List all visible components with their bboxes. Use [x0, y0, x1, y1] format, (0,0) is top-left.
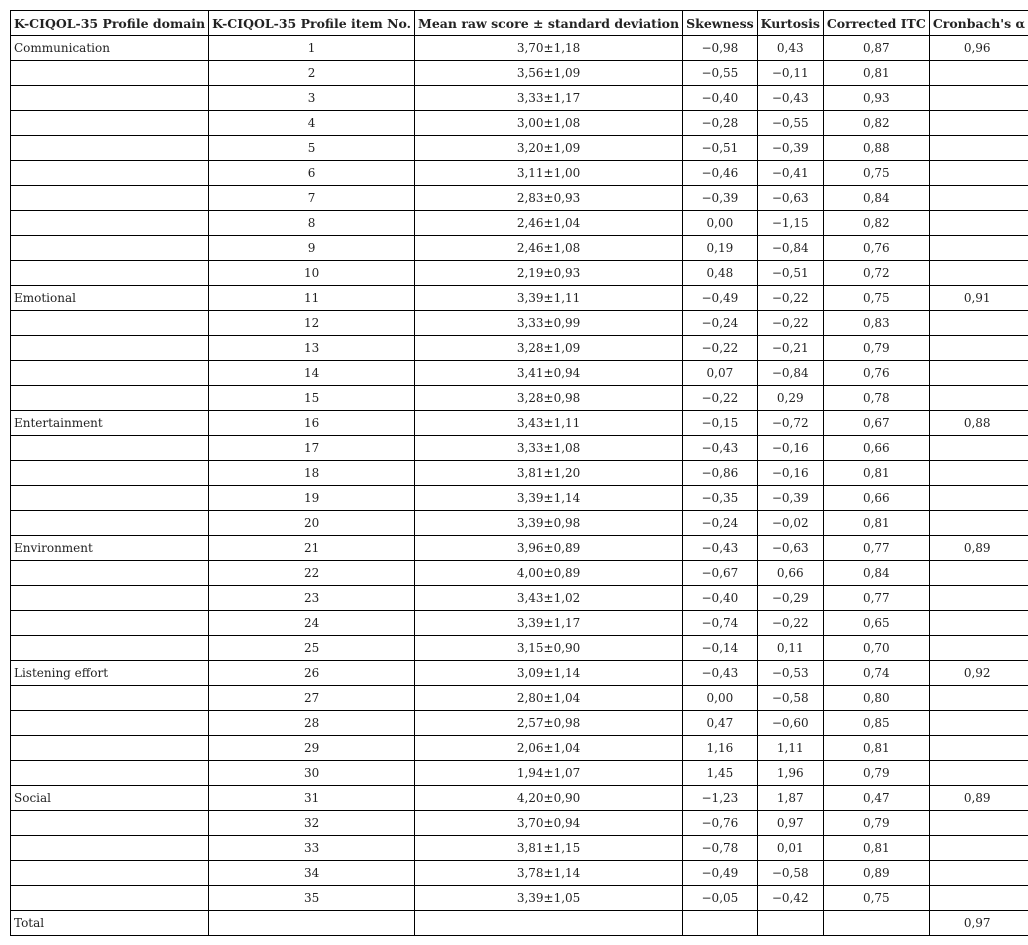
cronbach-alpha-cell: 0,96	[929, 36, 1028, 61]
table-row	[11, 361, 1028, 386]
table-row	[11, 736, 1028, 761]
corrected-itc-cell: 0,81	[823, 836, 929, 861]
kurtosis-cell: −0,63	[757, 536, 823, 561]
table-row	[11, 486, 1028, 511]
table-row	[11, 461, 1028, 486]
table-row	[11, 661, 1028, 686]
skewness-cell: 0,00	[683, 686, 758, 711]
corrected-itc-cell: 0,82	[823, 211, 929, 236]
domain-cell	[11, 336, 209, 361]
kurtosis-cell: −0,21	[757, 336, 823, 361]
skewness-cell: −0,46	[683, 161, 758, 186]
mean-sd-cell: 3,33±1,17	[415, 86, 683, 111]
cronbach-alpha-cell	[929, 261, 1028, 286]
mean-sd-cell: 2,19±0,93	[415, 261, 683, 286]
domain-cell	[11, 461, 209, 486]
corrected-itc-cell: 0,70	[823, 636, 929, 661]
mean-sd-cell: 3,81±1,15	[415, 836, 683, 861]
skewness-cell: −0,49	[683, 286, 758, 311]
domain-cell: Listening effort	[11, 661, 209, 686]
skewness-cell: −0,55	[683, 61, 758, 86]
table-row	[11, 211, 1028, 236]
corrected-itc-cell: 0,72	[823, 261, 929, 286]
header-corrected-itc: Corrected ITC	[823, 11, 929, 36]
item-no-cell: 13	[209, 336, 415, 361]
table-row	[11, 161, 1028, 186]
skewness-cell: −0,43	[683, 536, 758, 561]
skewness-cell: −0,51	[683, 136, 758, 161]
mean-sd-cell: 3,00±1,08	[415, 111, 683, 136]
cronbach-alpha-cell	[929, 136, 1028, 161]
corrected-itc-cell	[823, 911, 929, 936]
item-no-cell: 27	[209, 686, 415, 711]
domain-cell	[11, 611, 209, 636]
mean-sd-cell	[415, 911, 683, 936]
mean-sd-cell: 3,43±1,02	[415, 586, 683, 611]
skewness-cell: −0,22	[683, 336, 758, 361]
cronbach-alpha-cell	[929, 386, 1028, 411]
cronbach-alpha-cell	[929, 586, 1028, 611]
table-row	[11, 336, 1028, 361]
item-no-cell: 11	[209, 286, 415, 311]
table-body	[11, 36, 1028, 936]
item-no-cell: 26	[209, 661, 415, 686]
item-no-cell: 32	[209, 811, 415, 836]
item-no-cell: 28	[209, 711, 415, 736]
mean-sd-cell: 2,80±1,04	[415, 686, 683, 711]
skewness-cell: −0,67	[683, 561, 758, 586]
mean-sd-cell: 3,43±1,11	[415, 411, 683, 436]
mean-sd-cell: 3,70±1,18	[415, 36, 683, 61]
skewness-cell: −0,24	[683, 311, 758, 336]
kurtosis-cell: −0,41	[757, 161, 823, 186]
item-no-cell: 4	[209, 111, 415, 136]
table-row	[11, 186, 1028, 211]
corrected-itc-cell: 0,75	[823, 286, 929, 311]
skewness-cell: −0,98	[683, 36, 758, 61]
corrected-itc-cell: 0,75	[823, 886, 929, 911]
item-no-cell: 20	[209, 511, 415, 536]
kurtosis-cell: −0,60	[757, 711, 823, 736]
cronbach-alpha-cell	[929, 211, 1028, 236]
item-no-cell: 17	[209, 436, 415, 461]
item-no-cell: 22	[209, 561, 415, 586]
kurtosis-cell: 0,66	[757, 561, 823, 586]
table-row	[11, 586, 1028, 611]
header-row	[11, 11, 1028, 36]
corrected-itc-cell: 0,84	[823, 561, 929, 586]
header-cronbach-alpha: Cronbach's α	[929, 11, 1028, 36]
cronbach-alpha-cell	[929, 86, 1028, 111]
item-no-cell: 31	[209, 786, 415, 811]
cronbach-alpha-cell	[929, 811, 1028, 836]
mean-sd-cell: 2,46±1,04	[415, 211, 683, 236]
skewness-cell: −0,28	[683, 111, 758, 136]
skewness-cell: −0,43	[683, 436, 758, 461]
skewness-cell: 1,16	[683, 736, 758, 761]
domain-cell: Total	[11, 911, 209, 936]
corrected-itc-cell: 0,84	[823, 186, 929, 211]
skewness-cell: −0,78	[683, 836, 758, 861]
kurtosis-cell: −0,58	[757, 861, 823, 886]
corrected-itc-cell: 0,66	[823, 436, 929, 461]
kurtosis-cell: −0,22	[757, 311, 823, 336]
domain-cell	[11, 136, 209, 161]
header-skewness: Skewness	[683, 11, 758, 36]
skewness-cell: 1,45	[683, 761, 758, 786]
corrected-itc-cell: 0,81	[823, 61, 929, 86]
table-row	[11, 561, 1028, 586]
skewness-cell: −0,35	[683, 486, 758, 511]
skewness-cell: −0,43	[683, 661, 758, 686]
corrected-itc-cell: 0,93	[823, 86, 929, 111]
kurtosis-cell: −0,16	[757, 461, 823, 486]
mean-sd-cell: 3,39±1,17	[415, 611, 683, 636]
table-row	[11, 436, 1028, 461]
cronbach-alpha-cell	[929, 436, 1028, 461]
table-row	[11, 536, 1028, 561]
domain-cell	[11, 636, 209, 661]
mean-sd-cell: 4,00±0,89	[415, 561, 683, 586]
corrected-itc-cell: 0,74	[823, 661, 929, 686]
domain-cell: Emotional	[11, 286, 209, 311]
cronbach-alpha-cell: 0,89	[929, 536, 1028, 561]
domain-cell	[11, 311, 209, 336]
mean-sd-cell: 2,46±1,08	[415, 236, 683, 261]
item-no-cell: 1	[209, 36, 415, 61]
domain-cell	[11, 111, 209, 136]
cronbach-alpha-cell	[929, 686, 1028, 711]
header-mean-sd: Mean raw score ± standard deviation	[415, 11, 683, 36]
domain-cell	[11, 361, 209, 386]
kurtosis-cell: −0,63	[757, 186, 823, 211]
kurtosis-cell: 0,01	[757, 836, 823, 861]
corrected-itc-cell: 0,76	[823, 361, 929, 386]
kurtosis-cell: −0,53	[757, 661, 823, 686]
domain-cell	[11, 61, 209, 86]
cronbach-alpha-cell	[929, 111, 1028, 136]
mean-sd-cell: 3,20±1,09	[415, 136, 683, 161]
domain-cell	[11, 886, 209, 911]
kurtosis-cell: −0,11	[757, 61, 823, 86]
item-no-cell: 34	[209, 861, 415, 886]
table-row	[11, 136, 1028, 161]
cronbach-alpha-cell	[929, 611, 1028, 636]
mean-sd-cell: 2,57±0,98	[415, 711, 683, 736]
mean-sd-cell: 3,39±1,05	[415, 886, 683, 911]
kurtosis-cell: −1,15	[757, 211, 823, 236]
item-no-cell: 18	[209, 461, 415, 486]
mean-sd-cell: 3,33±1,08	[415, 436, 683, 461]
mean-sd-cell: 4,20±0,90	[415, 786, 683, 811]
mean-sd-cell: 3,15±0,90	[415, 636, 683, 661]
kurtosis-cell: −0,84	[757, 361, 823, 386]
skewness-cell: −0,40	[683, 86, 758, 111]
item-no-cell: 30	[209, 761, 415, 786]
kurtosis-cell: 0,11	[757, 636, 823, 661]
cronbach-alpha-cell	[929, 561, 1028, 586]
item-no-cell: 15	[209, 386, 415, 411]
domain-cell	[11, 561, 209, 586]
cronbach-alpha-cell	[929, 236, 1028, 261]
mean-sd-cell: 3,70±0,94	[415, 811, 683, 836]
kurtosis-cell: 1,11	[757, 736, 823, 761]
table-row	[11, 811, 1028, 836]
skewness-cell: 0,07	[683, 361, 758, 386]
corrected-itc-cell: 0,77	[823, 536, 929, 561]
cronbach-alpha-cell: 0,91	[929, 286, 1028, 311]
skewness-cell: −0,05	[683, 886, 758, 911]
table-row	[11, 911, 1028, 936]
corrected-itc-cell: 0,85	[823, 711, 929, 736]
item-no-cell: 9	[209, 236, 415, 261]
domain-cell	[11, 836, 209, 861]
item-no-cell: 24	[209, 611, 415, 636]
kurtosis-cell: −0,72	[757, 411, 823, 436]
skewness-cell: 0,47	[683, 711, 758, 736]
kurtosis-cell: 1,87	[757, 786, 823, 811]
kurtosis-cell: −0,43	[757, 86, 823, 111]
item-no-cell: 25	[209, 636, 415, 661]
item-no-cell: 10	[209, 261, 415, 286]
item-no-cell: 19	[209, 486, 415, 511]
mean-sd-cell: 2,83±0,93	[415, 186, 683, 211]
table-row	[11, 836, 1028, 861]
table-row	[11, 511, 1028, 536]
corrected-itc-cell: 0,47	[823, 786, 929, 811]
table-row	[11, 786, 1028, 811]
corrected-itc-cell: 0,76	[823, 236, 929, 261]
item-no-cell: 14	[209, 361, 415, 386]
corrected-itc-cell: 0,80	[823, 686, 929, 711]
domain-cell	[11, 811, 209, 836]
skewness-cell: −0,76	[683, 811, 758, 836]
cronbach-alpha-cell	[929, 761, 1028, 786]
corrected-itc-cell: 0,87	[823, 36, 929, 61]
kurtosis-cell: −0,58	[757, 686, 823, 711]
table-row	[11, 636, 1028, 661]
cronbach-alpha-cell	[929, 311, 1028, 336]
corrected-itc-cell: 0,66	[823, 486, 929, 511]
item-no-cell: 21	[209, 536, 415, 561]
cronbach-alpha-cell	[929, 861, 1028, 886]
corrected-itc-cell: 0,67	[823, 411, 929, 436]
kurtosis-cell: −0,39	[757, 136, 823, 161]
table-row	[11, 611, 1028, 636]
table-row	[11, 286, 1028, 311]
cronbach-alpha-cell	[929, 161, 1028, 186]
item-no-cell: 2	[209, 61, 415, 86]
skewness-cell: 0,48	[683, 261, 758, 286]
table-row	[11, 686, 1028, 711]
item-no-cell: 33	[209, 836, 415, 861]
cronbach-alpha-cell	[929, 886, 1028, 911]
mean-sd-cell: 3,28±1,09	[415, 336, 683, 361]
cronbach-alpha-cell	[929, 511, 1028, 536]
mean-sd-cell: 3,39±1,11	[415, 286, 683, 311]
domain-cell: Communication	[11, 36, 209, 61]
cronbach-alpha-cell: 0,89	[929, 786, 1028, 811]
item-no-cell	[209, 911, 415, 936]
skewness-cell: −0,39	[683, 186, 758, 211]
corrected-itc-cell: 0,81	[823, 511, 929, 536]
kurtosis-cell: −0,02	[757, 511, 823, 536]
mean-sd-cell: 3,39±1,14	[415, 486, 683, 511]
table-row	[11, 236, 1028, 261]
table-row	[11, 386, 1028, 411]
domain-cell: Social	[11, 786, 209, 811]
table-row	[11, 61, 1028, 86]
cronbach-alpha-cell: 0,97	[929, 911, 1028, 936]
mean-sd-cell: 3,96±0,89	[415, 536, 683, 561]
kurtosis-cell: −0,51	[757, 261, 823, 286]
skewness-cell: −0,74	[683, 611, 758, 636]
table-row	[11, 36, 1028, 61]
data-table	[10, 10, 1028, 936]
cronbach-alpha-cell	[929, 636, 1028, 661]
item-no-cell: 16	[209, 411, 415, 436]
domain-cell	[11, 761, 209, 786]
skewness-cell: −0,49	[683, 861, 758, 886]
mean-sd-cell: 3,41±0,94	[415, 361, 683, 386]
skewness-cell: −0,14	[683, 636, 758, 661]
corrected-itc-cell: 0,79	[823, 811, 929, 836]
kurtosis-cell: −0,84	[757, 236, 823, 261]
kurtosis-cell: 1,96	[757, 761, 823, 786]
item-no-cell: 8	[209, 211, 415, 236]
cronbach-alpha-cell	[929, 461, 1028, 486]
item-no-cell: 6	[209, 161, 415, 186]
item-no-cell: 29	[209, 736, 415, 761]
item-no-cell: 35	[209, 886, 415, 911]
kurtosis-cell: −0,22	[757, 611, 823, 636]
domain-cell	[11, 511, 209, 536]
corrected-itc-cell: 0,75	[823, 161, 929, 186]
corrected-itc-cell: 0,81	[823, 461, 929, 486]
item-no-cell: 12	[209, 311, 415, 336]
cronbach-alpha-cell	[929, 186, 1028, 211]
item-no-cell: 23	[209, 586, 415, 611]
kurtosis-cell: −0,16	[757, 436, 823, 461]
domain-cell	[11, 211, 209, 236]
cronbach-alpha-cell: 0,92	[929, 661, 1028, 686]
kurtosis-cell: −0,55	[757, 111, 823, 136]
corrected-itc-cell: 0,79	[823, 761, 929, 786]
corrected-itc-cell: 0,78	[823, 386, 929, 411]
header-domain: K-CIQOL-35 Profile domain	[11, 11, 209, 36]
domain-cell	[11, 86, 209, 111]
skewness-cell: −0,24	[683, 511, 758, 536]
domain-cell	[11, 261, 209, 286]
cronbach-alpha-cell	[929, 61, 1028, 86]
domain-cell	[11, 161, 209, 186]
cronbach-alpha-cell	[929, 361, 1028, 386]
kurtosis-cell: −0,39	[757, 486, 823, 511]
domain-cell	[11, 186, 209, 211]
corrected-itc-cell: 0,77	[823, 586, 929, 611]
mean-sd-cell: 1,94±1,07	[415, 761, 683, 786]
mean-sd-cell: 3,56±1,09	[415, 61, 683, 86]
skewness-cell	[683, 911, 758, 936]
kurtosis-cell	[757, 911, 823, 936]
skewness-cell: 0,00	[683, 211, 758, 236]
domain-cell	[11, 486, 209, 511]
skewness-cell: −0,40	[683, 586, 758, 611]
header-item-no: K-CIQOL-35 Profile item No.	[209, 11, 415, 36]
domain-cell	[11, 861, 209, 886]
cronbach-alpha-cell	[929, 486, 1028, 511]
kurtosis-cell: 0,97	[757, 811, 823, 836]
corrected-itc-cell: 0,65	[823, 611, 929, 636]
corrected-itc-cell: 0,79	[823, 336, 929, 361]
cronbach-alpha-cell	[929, 836, 1028, 861]
item-no-cell: 7	[209, 186, 415, 211]
skewness-cell: −1,23	[683, 786, 758, 811]
corrected-itc-cell: 0,82	[823, 111, 929, 136]
skewness-cell: 0,19	[683, 236, 758, 261]
table-row	[11, 411, 1028, 436]
mean-sd-cell: 3,33±0,99	[415, 311, 683, 336]
table-row	[11, 861, 1028, 886]
item-no-cell: 5	[209, 136, 415, 161]
domain-cell	[11, 436, 209, 461]
cronbach-alpha-cell	[929, 711, 1028, 736]
corrected-itc-cell: 0,89	[823, 861, 929, 886]
domain-cell: Entertainment	[11, 411, 209, 436]
domain-cell	[11, 236, 209, 261]
table-row	[11, 761, 1028, 786]
mean-sd-cell: 3,11±1,00	[415, 161, 683, 186]
domain-cell	[11, 686, 209, 711]
cronbach-alpha-cell: 0,88	[929, 411, 1028, 436]
cronbach-alpha-cell	[929, 736, 1028, 761]
mean-sd-cell: 2,06±1,04	[415, 736, 683, 761]
skewness-cell: −0,15	[683, 411, 758, 436]
cronbach-alpha-cell	[929, 336, 1028, 361]
domain-cell	[11, 711, 209, 736]
header-kurtosis: Kurtosis	[757, 11, 823, 36]
kurtosis-cell: −0,22	[757, 286, 823, 311]
corrected-itc-cell: 0,81	[823, 736, 929, 761]
mean-sd-cell: 3,28±0,98	[415, 386, 683, 411]
skewness-cell: −0,86	[683, 461, 758, 486]
table-row	[11, 261, 1028, 286]
domain-cell	[11, 586, 209, 611]
domain-cell	[11, 386, 209, 411]
kurtosis-cell: −0,29	[757, 586, 823, 611]
mean-sd-cell: 3,39±0,98	[415, 511, 683, 536]
kurtosis-cell: 0,29	[757, 386, 823, 411]
kurtosis-cell: −0,42	[757, 886, 823, 911]
table-row	[11, 111, 1028, 136]
mean-sd-cell: 3,78±1,14	[415, 861, 683, 886]
skewness-cell: −0,22	[683, 386, 758, 411]
table-row	[11, 886, 1028, 911]
table-row	[11, 311, 1028, 336]
domain-cell: Environment	[11, 536, 209, 561]
table-row	[11, 711, 1028, 736]
corrected-itc-cell: 0,88	[823, 136, 929, 161]
mean-sd-cell: 3,81±1,20	[415, 461, 683, 486]
table-row	[11, 86, 1028, 111]
mean-sd-cell: 3,09±1,14	[415, 661, 683, 686]
corrected-itc-cell: 0,83	[823, 311, 929, 336]
domain-cell	[11, 736, 209, 761]
item-no-cell: 3	[209, 86, 415, 111]
kurtosis-cell: 0,43	[757, 36, 823, 61]
